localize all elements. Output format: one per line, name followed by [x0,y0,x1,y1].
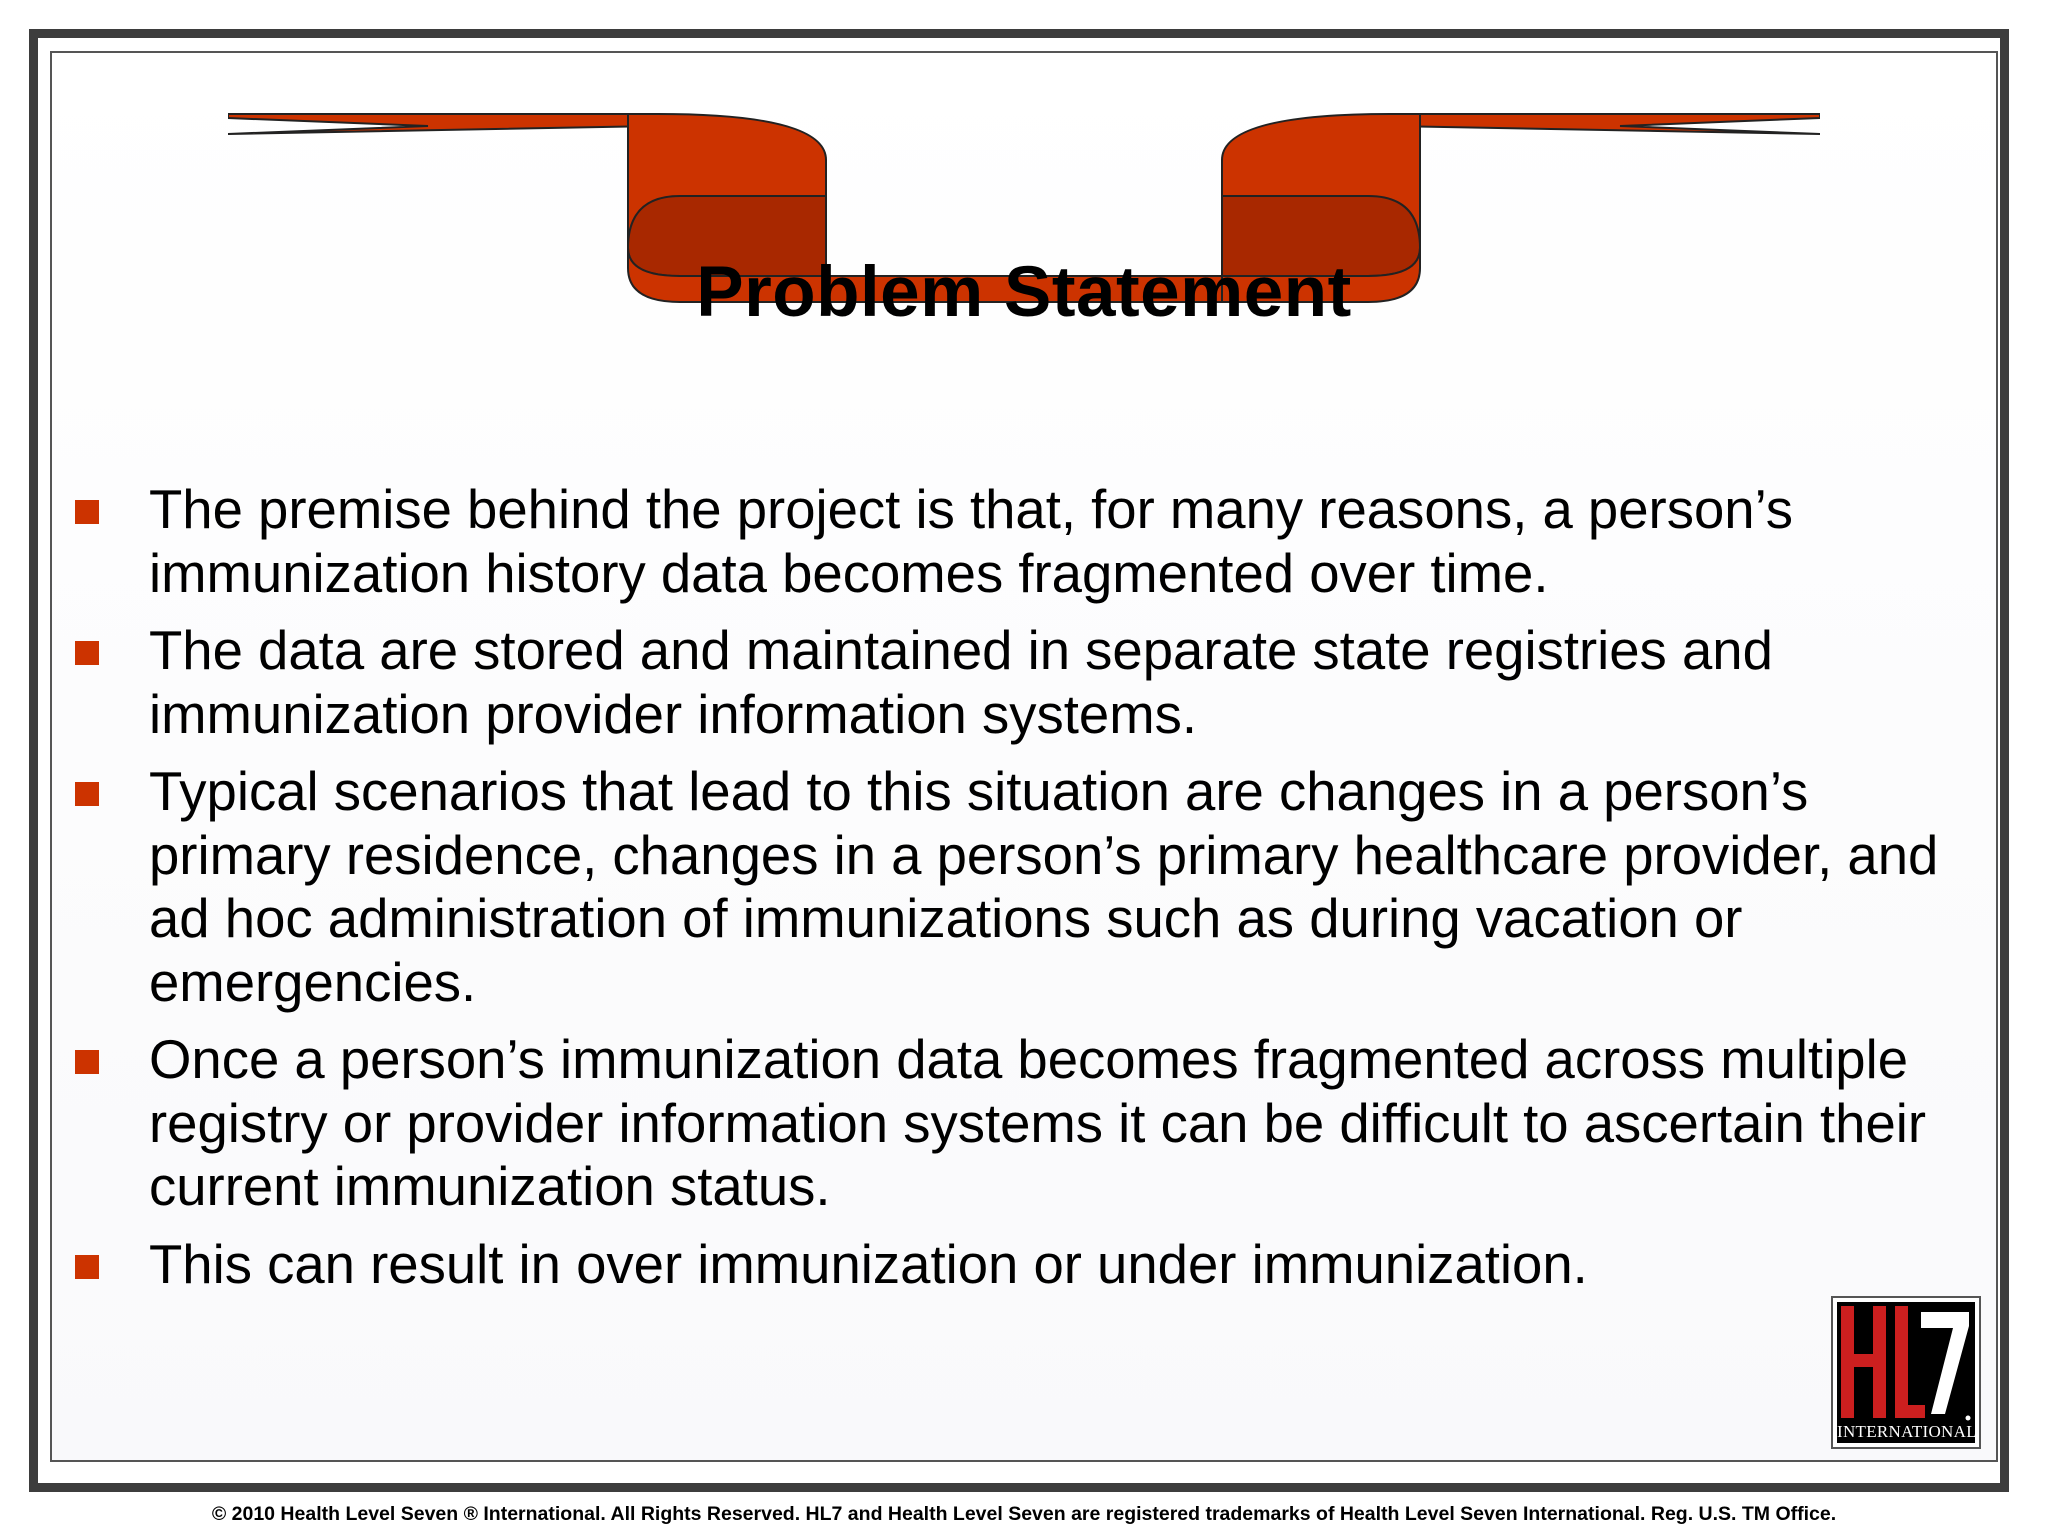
bullet-text: This can result in over immunization or under immunization. [149,1233,1588,1295]
square-bullet-icon [75,1255,99,1279]
slide-title: Problem Statement [696,253,1352,332]
logo-caption: INTERNATIONAL [1837,1422,1977,1441]
bullet-item [75,760,1955,1014]
bullet-item [75,1233,1955,1297]
bullet-item [75,619,1955,746]
bullet-item [75,1028,1955,1219]
hl7-logo-background [1837,1302,1975,1443]
bullet-list [75,478,1955,1310]
square-bullet-icon [75,500,99,524]
square-bullet-icon [75,782,99,806]
square-bullet-icon [75,1050,99,1074]
footer-copyright: © 2010 Health Level Seven ® International. All Rights Reserved. HL7 and Health Level Seven are registered trademarks of Health Level Seven International. Reg. U.S. TM Office. [211,1503,1837,1525]
hl7-logo [1831,1296,1981,1449]
bullet-text: The data are stored and maintained in separate state registries and immunization provider information systems. [149,620,1773,745]
square-bullet-icon [75,641,99,665]
bullet-text: Typical scenarios that lead to this situation are changes in a person’s primary residence, changes in a person’s primary healthcare provider, and ad hoc administration of immunizations such as during vacation or emergencies. [149,761,1939,1013]
bullet-text: The premise behind the project is that, for many reasons, a person’s immunization history data becomes fragmented over time. [149,479,1793,604]
bullet-item [75,478,1955,605]
bullet-text: Once a person’s immunization data becomes fragmented across multiple registry or provider information systems it can be difficult to ascertain their current immunization status. [149,1029,1927,1217]
